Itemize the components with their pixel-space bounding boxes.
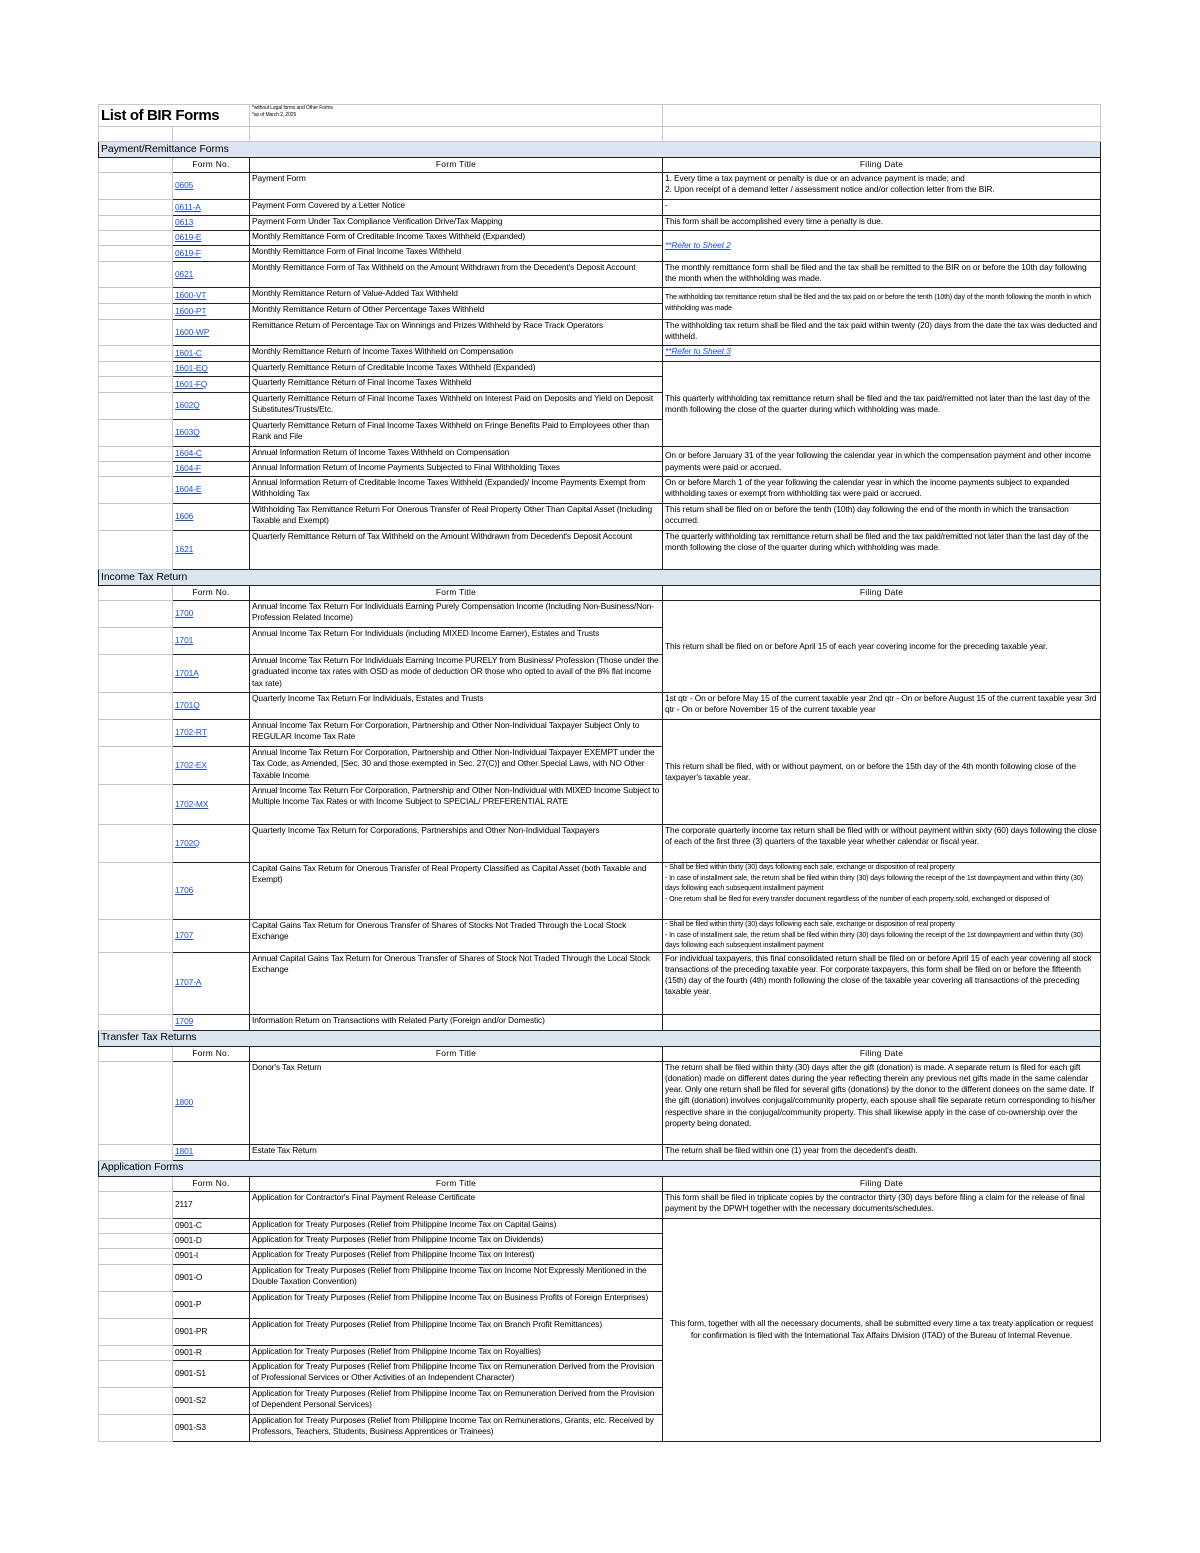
form-number-link[interactable]: 1700 <box>175 608 194 619</box>
form-number-link[interactable]: 1600-PT <box>175 305 207 316</box>
filing-date-cell <box>663 288 1101 320</box>
form-number: 0901-C <box>175 1219 202 1230</box>
form-title: Application for Treaty Purposes (Relief from Philippine Income Tax on Remunerations, Grants, etc. Received by Professors, Teachers, Students, Business Apprentices or Trainees) <box>250 1414 663 1441</box>
empty-cell <box>99 477 173 504</box>
form-title: Annual Information Return of Income Payments Subjected to Final Withholding Taxes <box>250 462 663 477</box>
form-title: Information Return on Transactions with Related Party (Foreign and/or Domestic) <box>250 1014 663 1030</box>
filing-date-cell <box>663 320 1101 346</box>
filing-date: The return shall be filed within thirty (30) days after the gift (donation) is made. A separate return is filed for each gift (donation) made on different dates during the year reflecting therein any previous net gifts made in the same calendar year. Only one return shall be filed for several gifts (donations) by the donor to the different donees on the same date. If the gift (donation) involves conjugal/community property, each spouse shall file separate return corresponding to his/her respective share in the conjugal/community property. This shall likewise apply in the case of co-ownership over the property being donated. <box>665 1061 1096 1128</box>
form-title: Annual Income Tax Return For Individuals Earning Income PURELY from Business/ Profession (Those under the graduated income tax rates with OSD as mode of deduction OR those who opted to avail of the 8% flat income tax rate) <box>250 655 663 693</box>
form-number-cell <box>173 1233 250 1248</box>
form-number-cell <box>173 785 250 825</box>
form-title: Monthly Remittance Return of Income Taxes Withheld on Compensation <box>250 346 663 362</box>
table-row <box>99 825 1101 863</box>
filing-date: The quarterly withholding tax remittance return shall be filed and the tax paid/remitted not later than the last day of the month following the close of the quarter during which withholding was made. <box>665 531 1089 553</box>
table-row <box>99 952 1101 1014</box>
form-title: Annual Information Return of Creditable Income Taxes Withheld (Expanded)/ Income Payments Exempt from Withholding Tax <box>250 477 663 504</box>
filing-date-cell <box>663 346 1101 362</box>
form-number-cell <box>173 320 250 346</box>
form-number-cell <box>173 504 250 531</box>
form-number-link[interactable]: 1604-E <box>175 484 202 495</box>
form-title: Quarterly Remittance Return of Final Income Taxes Withheld <box>250 377 663 393</box>
form-number-cell <box>173 863 250 920</box>
filing-date-cell <box>663 1061 1101 1144</box>
empty-cell <box>99 1414 173 1441</box>
filing-date: On or before January 31 of the year following the calendar year in which the compensation payment and other income payments were paid or accrued. <box>665 450 1091 472</box>
empty-cell <box>99 1291 173 1318</box>
form-number: 0901-D <box>175 1234 202 1245</box>
filing-date-cell <box>663 1191 1101 1218</box>
table-row <box>99 346 1101 362</box>
empty-cell <box>99 1191 173 1218</box>
filing-date: - Shall be filed within thirty (30) days following each sale, exchange or disposition of real property - In case of installment sale, the return shall be filed within thirty (30) days following the receipt of the 1st downpayment and within thirty (30) days following each subsequent installment payment - One return shall be filed for every transfer document regardless of the number of each property sold, exchanged or disposed of <box>665 864 1083 903</box>
filing-date-cell <box>663 231 1101 262</box>
column-header-row <box>99 586 1101 601</box>
form-title: Quarterly Remittance Return of Tax Withheld on the Amount Withdrawn from Decedent's Deposit Account <box>250 531 663 570</box>
form-number-cell <box>173 173 250 200</box>
document-notes <box>250 105 663 127</box>
table-row <box>99 1014 1101 1030</box>
header-form-no: Form No. <box>173 158 250 173</box>
form-number-link[interactable]: 1621 <box>175 544 194 555</box>
empty-cell <box>250 127 663 142</box>
filing-date-cell <box>663 504 1101 531</box>
form-number-link[interactable]: 1603Q <box>175 427 200 438</box>
header-filing-date: Filing Date <box>663 1046 1101 1061</box>
form-title: Application for Treaty Purposes (Relief from Philippine Income Tax on Interest) <box>250 1248 663 1264</box>
form-number-link[interactable]: 1601-C <box>175 347 202 358</box>
filing-date: The withholding tax remittance return shall be filed and the tax paid on or before the tenth (10th) day of the month following the month in which withholding was made <box>665 294 1092 312</box>
form-title: Annual Income Tax Return For Corporation, Partnership and Other Non-Individual Taxpayer Subject Only to REGULAR Income Tax Rate <box>250 720 663 747</box>
empty-cell <box>99 262 173 288</box>
form-title: Monthly Remittance Return of Value-Added Tax Withheld <box>250 288 663 304</box>
form-number-cell <box>173 693 250 720</box>
table-row <box>99 720 1101 747</box>
form-number: 0901-R <box>175 1346 202 1357</box>
form-title: Application for Treaty Purposes (Relief from Philippine Income Tax on Income Not Expressly Mentioned in the Double Taxation Convention) <box>250 1264 663 1291</box>
form-number-link[interactable]: 1800 <box>175 1096 194 1107</box>
filing-date: This return shall be filed, with or without payment, on or before the 15th day of the 4th month following close of the taxpayer's taxable year. <box>665 760 1076 782</box>
title-row <box>99 105 1101 127</box>
filing-date-cell <box>663 531 1101 570</box>
header-form-no: Form No. <box>173 586 250 601</box>
empty-cell <box>99 462 173 477</box>
filing-date-cell <box>663 1218 1101 1441</box>
form-title: Monthly Remittance Return of Other Percentage Taxes Withheld <box>250 304 663 320</box>
form-title: Annual Income Tax Return For Individuals (including MIXED Income Earner), Estates and Trusts <box>250 628 663 655</box>
form-number-link[interactable]: 1801 <box>175 1146 194 1157</box>
note-1: *without Legal forms and Other Forms <box>252 105 333 111</box>
filing-date-cell <box>663 952 1101 1014</box>
form-number-cell <box>173 1191 250 1218</box>
form-number-cell <box>173 1061 250 1144</box>
header-form-title: Form Title <box>250 158 663 173</box>
filing-date: The corporate quarterly income tax return shall be filed with or without payment within sixty (60) days following the close of each of the first three (3) quarters of the taxable year whether calendar or fiscal year. <box>665 825 1097 847</box>
table-row <box>99 216 1101 231</box>
form-number-cell <box>173 628 250 655</box>
filing-date: The withholding tax return shall be filed and the tax paid within twenty (20) days from the date the tax was deducted and withheld. <box>665 320 1098 342</box>
form-number-cell <box>173 200 250 216</box>
form-title: Annual Capital Gains Tax Return for Onerous Transfer of Shares of Stock Not Traded Through the Local Stock Exchange <box>250 952 663 1014</box>
filing-date-cell <box>663 173 1101 200</box>
empty-cell <box>99 952 173 1014</box>
form-number-cell <box>173 262 250 288</box>
table-row <box>99 447 1101 462</box>
empty-cell <box>99 601 173 628</box>
document-title: List of BIR Forms <box>99 105 250 127</box>
form-number-link[interactable]: 1702-MX <box>175 798 209 809</box>
form-title: Payment Form Under Tax Compliance Verification Drive/Tax Mapping <box>250 216 663 231</box>
form-number-link[interactable]: 1701 <box>175 635 194 646</box>
refer-sheet-link[interactable]: **Refer to Sheet 3 <box>665 346 731 356</box>
form-title: Quarterly Remittance Return of Final Income Taxes Withheld on Interest Paid on Deposits and Yield on Deposit Substitutes/Trusts/Etc. <box>250 393 663 420</box>
filing-date-cell <box>663 1144 1101 1160</box>
table-row <box>99 231 1101 246</box>
empty-cell <box>99 1318 173 1345</box>
empty-cell <box>99 216 173 231</box>
form-number-cell <box>173 952 250 1014</box>
empty-cell <box>99 346 173 362</box>
table-row <box>99 1218 1101 1233</box>
table-row <box>99 320 1101 346</box>
header-filing-date: Filing Date <box>663 1176 1101 1191</box>
filing-date-cell <box>663 262 1101 288</box>
note-2: *as of March 2, 2025 <box>252 112 297 118</box>
form-title: Withholding Tax Remittance Return For Onerous Transfer of Real Property Other Than Capital Asset (Including Taxable and Exempt) <box>250 504 663 531</box>
filing-date-cell <box>663 863 1101 920</box>
table-row <box>99 1191 1101 1218</box>
form-number-cell <box>173 288 250 304</box>
form-number-cell <box>173 304 250 320</box>
filing-date: This form shall be filed in triplicate copies by the contractor thirty (30) days before filing a claim for the release of final payment by the DPWH together with the necessary documents/schedules. <box>665 1191 1085 1213</box>
form-number-cell <box>173 462 250 477</box>
form-number-cell <box>173 1264 250 1291</box>
form-title: Remittance Return of Percentage Tax on Winnings and Prizes Withheld by Race Track Operators <box>250 320 663 346</box>
form-number-cell <box>173 1360 250 1387</box>
form-title: Application for Treaty Purposes (Relief from Philippine Income Tax on Royalties) <box>250 1345 663 1360</box>
form-title: Monthly Remittance Form of Tax Withheld on the Amount Withdrawn from the Decedent's Deposit Account <box>250 262 663 288</box>
form-number-cell <box>173 720 250 747</box>
form-number-cell <box>173 1318 250 1345</box>
empty-cell <box>99 127 173 142</box>
empty-cell <box>99 628 173 655</box>
form-title: Quarterly Income Tax Return For Individuals, Estates and Trusts <box>250 693 663 720</box>
empty-cell <box>173 127 250 142</box>
header-filing-date: Filing Date <box>663 586 1101 601</box>
table-row <box>99 200 1101 216</box>
empty-cell <box>99 393 173 420</box>
form-number-cell <box>173 1014 250 1030</box>
table-row <box>99 1061 1101 1144</box>
blank-row <box>99 127 1101 142</box>
section-header-row <box>99 1160 1101 1176</box>
bir-forms-table <box>98 104 1101 1442</box>
filing-date: - <box>665 200 668 210</box>
form-title: Monthly Remittance Form of Final Income Taxes Withheld <box>250 246 663 262</box>
form-number-link[interactable]: 1702-EX <box>175 759 207 770</box>
form-title: Application for Contractor's Final Payment Release Certificate <box>250 1191 663 1218</box>
filing-date: The return shall be filed within one (1) year from the decedent's death. <box>665 1144 918 1155</box>
section-title: Application Forms <box>99 1160 1101 1176</box>
empty-cell <box>99 825 173 863</box>
empty-cell <box>99 504 173 531</box>
form-number-cell <box>173 420 250 447</box>
column-header-row <box>99 1046 1101 1061</box>
filing-date-cell <box>663 200 1101 216</box>
empty-cell <box>99 320 173 346</box>
form-number-cell <box>173 747 250 785</box>
filing-date-cell <box>663 601 1101 693</box>
filing-date: 1. Every time a tax payment or penalty is due or an advance payment is made; and 2. Upon receipt of a demand letter / assessment notice and/or collection letter from the BIR. <box>665 173 995 195</box>
column-header-row <box>99 158 1101 173</box>
form-number-link[interactable]: 1706 <box>175 885 194 896</box>
form-title: Application for Treaty Purposes (Relief from Philippine Income Tax on Branch Profit Remittances) <box>250 1318 663 1345</box>
empty-cell <box>99 1218 173 1233</box>
filing-date: On or before March 1 of the year following the calendar year in which the income payments subject to expanded withholding taxes or exempt from withholding tax were paid or accrued. <box>665 477 1070 499</box>
form-title: Annual Information Return of Income Taxes Withheld on Compensation <box>250 447 663 462</box>
form-number-link[interactable]: 1707-A <box>175 977 202 988</box>
empty-cell <box>99 158 173 173</box>
filing-date: This form shall be accomplished every time a penalty is due. <box>665 216 883 226</box>
form-title: Annual Income Tax Return For Corporation, Partnership and Other Non-Individual Taxpayer EXEMPT under the Tax Code, as Amended, [Sec. 30 and those exempted in Sec. 27(C)] and Other Special Laws, with NO Other Taxable Income <box>250 747 663 785</box>
empty-cell <box>99 586 173 601</box>
form-number-link[interactable]: 1701A <box>175 667 199 678</box>
empty-cell <box>99 173 173 200</box>
empty-cell <box>99 231 173 246</box>
form-number-cell <box>173 362 250 377</box>
form-number-link[interactable]: 1602Q <box>175 400 200 411</box>
filing-date-cell <box>663 693 1101 720</box>
table-row <box>99 288 1101 304</box>
empty-cell <box>99 420 173 447</box>
filing-date: 1st qtr - On or before May 15 of the current taxable year 2nd qtr - On or before August 15 of the current taxable year 3rd qtr - On or before November 15 of the current taxable year <box>665 693 1097 715</box>
filing-date: - Shall be filed within thirty (30) days following each sale, exchange or disposition of real property - In case of installment sale, the return shall be filed within thirty (30) days following the receipt of the 1st downpayment and within thirty (30) days following each subsequent installment payment <box>665 921 1083 949</box>
header-form-title: Form Title <box>250 1046 663 1061</box>
form-number-cell <box>173 1387 250 1414</box>
section-header-row <box>99 1030 1101 1046</box>
form-title: Monthly Remittance Form of Creditable Income Taxes Withheld (Expanded) <box>250 231 663 246</box>
empty-cell <box>99 693 173 720</box>
empty-cell <box>99 288 173 304</box>
form-title: Payment Form <box>250 173 663 200</box>
table-row <box>99 531 1101 570</box>
empty-cell <box>99 1345 173 1360</box>
empty-cell <box>99 377 173 393</box>
form-title: Application for Treaty Purposes (Relief from Philippine Income Tax on Business Profits of Foreign Enterprises) <box>250 1291 663 1318</box>
form-number-link[interactable]: 0619-F <box>175 247 201 258</box>
form-number-cell <box>173 920 250 953</box>
table-row <box>99 362 1101 377</box>
form-title: Capital Gains Tax Return for Onerous Transfer of Real Property Classified as Capital Asset (both Taxable and Exempt) <box>250 863 663 920</box>
filing-date-cell <box>663 216 1101 231</box>
section-title: Transfer Tax Returns <box>99 1030 1101 1046</box>
form-number: 2117 <box>175 1198 193 1209</box>
table-row <box>99 920 1101 953</box>
table-row <box>99 504 1101 531</box>
filing-date-cell <box>663 362 1101 447</box>
filing-date-cell <box>663 1014 1101 1030</box>
table-row <box>99 1144 1101 1160</box>
form-number-link[interactable]: 0621 <box>175 268 194 279</box>
form-number: 0901-I <box>175 1250 199 1261</box>
empty-cell <box>99 1046 173 1061</box>
form-number: 0901-PR <box>175 1325 208 1336</box>
form-number-link[interactable]: 1604-C <box>175 448 202 459</box>
form-number-cell <box>173 1248 250 1264</box>
form-number-link[interactable]: 1600-WP <box>175 326 210 337</box>
section-header-row <box>99 570 1101 586</box>
form-title: Quarterly Remittance Return of Final Income Taxes Withheld on Fringe Benefits Paid to Employees other than Rank and File <box>250 420 663 447</box>
table-row <box>99 173 1101 200</box>
form-number-link[interactable]: 1702-RT <box>175 727 207 738</box>
form-number-cell <box>173 531 250 570</box>
form-number-link[interactable]: 1604-F <box>175 463 201 474</box>
empty-cell <box>99 246 173 262</box>
table-row <box>99 693 1101 720</box>
filing-date: This form, together with all the necessary documents, shall be submitted every time a tax treaty application or request for confirmation is filed with the International Tax Affairs Division (ITAD) of the Bureau of Internal Revenue. <box>669 1318 1094 1340</box>
form-number-cell <box>173 601 250 628</box>
form-number-link[interactable]: 1702Q <box>175 837 200 848</box>
section-header-row <box>99 142 1101 158</box>
form-title: Estate Tax Return <box>250 1144 663 1160</box>
form-number: 0901-S1 <box>175 1367 206 1378</box>
refer-sheet-link[interactable]: **Refer to Sheet 2 <box>665 240 731 251</box>
form-number-cell <box>173 1345 250 1360</box>
empty-cell <box>99 1144 173 1160</box>
form-number: 0901-P <box>175 1298 202 1309</box>
form-number-cell <box>173 825 250 863</box>
header-form-title: Form Title <box>250 1176 663 1191</box>
form-number-link[interactable]: 1600-VT <box>175 289 207 300</box>
header-form-no: Form No. <box>173 1176 250 1191</box>
filing-date-cell <box>663 825 1101 863</box>
filing-date-cell <box>663 920 1101 953</box>
filing-date: For individual taxpayers, this final consolidated return shall be filed on or before April 15 of each year covering all stock transactions of the preceding taxable year. For corporate taxpayers, this form shall be filed on or before the fifteenth (15th) day of the fourth (4th) month following the close of the taxable year covering all transactions of the preceding taxable year. <box>665 952 1092 997</box>
empty-cell <box>99 1014 173 1030</box>
form-number-cell <box>173 377 250 393</box>
form-number-link[interactable]: 1709 <box>175 1016 194 1027</box>
form-number-cell <box>173 393 250 420</box>
empty-cell <box>99 531 173 570</box>
empty-cell <box>99 1264 173 1291</box>
form-title: Application for Treaty Purposes (Relief from Philippine Income Tax on Remuneration Derived from the Provision of Dependent Personal Services) <box>250 1387 663 1414</box>
empty-cell <box>99 1176 173 1191</box>
form-number-link[interactable]: 1601-EQ <box>175 363 208 374</box>
form-title: Capital Gains Tax Return for Onerous Transfer of Shares of Stocks Not Traded Through the Local Stock Exchange <box>250 920 663 953</box>
empty-cell <box>99 1248 173 1264</box>
form-title: Quarterly Income Tax Return for Corporations, Partnerships and Other Non-Individual Taxpayers <box>250 825 663 863</box>
form-number-cell <box>173 1414 250 1441</box>
filing-date: The monthly remittance form shall be filed and the tax shall be remitted to the BIR on or before the 10th day following the month when the withholding was made. <box>665 262 1087 284</box>
form-number-link[interactable]: 1707 <box>175 930 194 941</box>
filing-date-cell <box>663 720 1101 825</box>
form-number-cell <box>173 477 250 504</box>
form-title: Application for Treaty Purposes (Relief from Philippine Income Tax on Capital Gains) <box>250 1218 663 1233</box>
empty-cell <box>99 362 173 377</box>
empty-cell <box>99 747 173 785</box>
form-title: Annual Income Tax Return For Corporation, Partnership and Other Non-Individual with MIXED Income Subject to Multiple Income Tax Rates or with Income Subject to SPECIAL/ PREFERENTIAL RATE <box>250 785 663 825</box>
empty-cell <box>99 863 173 920</box>
header-form-title: Form Title <box>250 586 663 601</box>
form-number-link[interactable]: 1701Q <box>175 700 200 711</box>
form-title: Annual Income Tax Return For Individuals Earning Purely Compensation Income (Including Non-Business/Non-Profession Related Income) <box>250 601 663 628</box>
empty-cell <box>99 785 173 825</box>
form-title: Donor's Tax Return <box>250 1061 663 1144</box>
form-number-cell <box>173 231 250 246</box>
filing-date: This return shall be filed on or before April 15 of each year covering income for the preceding taxable year. <box>665 640 1048 651</box>
form-number-cell <box>173 1291 250 1318</box>
filing-date-cell <box>663 447 1101 477</box>
section-title: Payment/Remittance Forms <box>99 142 1101 158</box>
form-number-link[interactable]: 1601-FQ <box>175 378 208 389</box>
empty-cell <box>99 920 173 953</box>
empty-cell <box>99 1387 173 1414</box>
empty-cell <box>99 1061 173 1144</box>
filing-date: This return shall be filed on or before the tenth (10th) day following the end of the month in which the transaction occurred. <box>665 504 1069 526</box>
empty-cell <box>99 1360 173 1387</box>
form-title: Payment Form Covered by a Letter Notice <box>250 200 663 216</box>
header-form-no: Form No. <box>173 1046 250 1061</box>
form-number-cell <box>173 1218 250 1233</box>
empty-cell <box>99 655 173 693</box>
empty-cell <box>99 1233 173 1248</box>
table-row <box>99 262 1101 288</box>
form-number: 0901-S2 <box>175 1394 206 1405</box>
empty-cell <box>99 447 173 462</box>
table-row <box>99 601 1101 628</box>
section-title: Income Tax Return <box>99 570 1101 586</box>
table-row <box>99 477 1101 504</box>
form-title: Application for Treaty Purposes (Relief from Philippine Income Tax on Dividends) <box>250 1233 663 1248</box>
form-number-link[interactable]: 0619-E <box>175 232 202 243</box>
form-number-cell <box>173 1144 250 1160</box>
empty-cell <box>663 127 1101 142</box>
filing-date: This quarterly withholding tax remittance return shall be filed and the tax paid/remitted not later than the last day of the month following the close of the quarter during which withholding was made. <box>665 392 1090 414</box>
form-number-cell <box>173 447 250 462</box>
form-number-cell <box>173 246 250 262</box>
empty-cell <box>99 200 173 216</box>
filing-date-cell <box>663 477 1101 504</box>
form-title: Application for Treaty Purposes (Relief from Philippine Income Tax on Remuneration Derived from the Provision of Professional Services or Other Activities of an Independent Character) <box>250 1360 663 1387</box>
form-title: Quarterly Remittance Return of Creditable Income Taxes Withheld (Expanded) <box>250 362 663 377</box>
header-filing-date: Filing Date <box>663 158 1101 173</box>
form-number-link[interactable]: 0613 <box>175 217 194 228</box>
empty-cell <box>99 304 173 320</box>
form-number: 0901-O <box>175 1271 203 1282</box>
form-number-link[interactable]: 1606 <box>175 511 194 522</box>
form-number-cell <box>173 655 250 693</box>
form-number-cell <box>173 346 250 362</box>
form-number-link[interactable]: 0611-A <box>175 201 201 212</box>
empty-cell <box>663 105 1101 127</box>
column-header-row <box>99 1176 1101 1191</box>
form-number: 0901-S3 <box>175 1421 206 1432</box>
empty-cell <box>99 720 173 747</box>
form-number-cell <box>173 216 250 231</box>
table-row <box>99 863 1101 920</box>
form-number-link[interactable]: 0605 <box>175 180 194 191</box>
